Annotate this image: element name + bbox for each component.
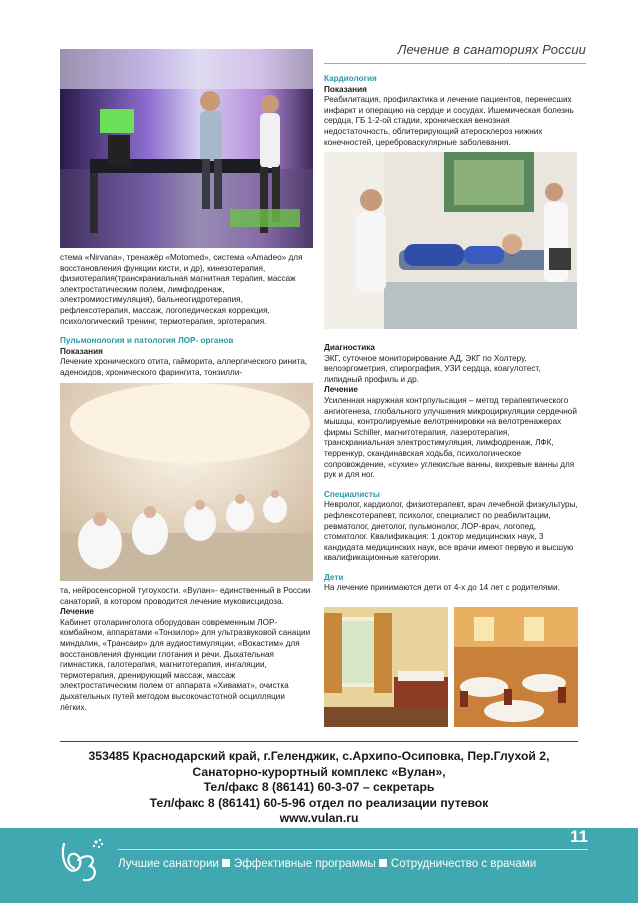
cardio-treatment-text: Усиленная наружная контрпульсация – метод терапевтического ангиогенеза, глобального улучшения микроциркуляции сердечной мышцы, контролируемые велотренировки на велотренажерах фирмы Schiller, магнитотерапия, лазеротерапия, транскраниальная электростимуляция, лимфодренаж, ЛФК, терренкур, скандинавская ходьба, психологическое сопровождение, «сухие» углекислые ванны, вихревые ванны для рук и для ног. xyxy=(324,395,577,480)
vulan-logo-icon xyxy=(50,830,110,890)
left-text-block-2 xyxy=(60,586,314,713)
cardiology-indications-label: Показания xyxy=(324,84,367,94)
footer-item-best-sanatoriums: Лучшие санатории xyxy=(118,857,219,870)
footer-item-doctor-cooperation: Сотрудничество с врачами xyxy=(390,857,537,870)
phone-secretary: Тел/факс 8 (86141) 60-3-07 – секретарь xyxy=(203,780,435,795)
children-title: Дети xyxy=(324,572,344,582)
rehab-methods-text: стема «Nirvana», тренажёр «Motomed», система «Amadeo» для восстановления функции кисти, и др), кинезотерапия, физиотерапия(транскраниальная магнитная терапия, массаж электростатическим полем, лимфодренаж, электромиостимуляция), бальнеогидротерапия, рефлексотерапия, массаж, логопедическая коррекция, психологический тренинг, термотерапия, эрготерапия. xyxy=(60,253,303,326)
photo-rehab-treadmill xyxy=(60,49,313,248)
phone-sales: Тел/факс 8 (86141) 60-5-96 отдел по реализации путевок xyxy=(149,795,489,810)
header-divider xyxy=(324,63,586,64)
pulmonology-title: Пульмонология и патология ЛОР- органов xyxy=(60,336,234,346)
contact-address-block xyxy=(40,749,598,827)
pulmonology-treatment-text: Кабинет отоларинголога оборудован современным ЛОР-комбайном, аппаратами «Тонзилор» для ультразвуковой санации миндалин, «Трансаир» для аудиостимуляции, «Вокастим» для восстановления функции глотания и речи. Дыхательная гимнастика, галотерапия, магнитотерапия, ингаляции, термотерапия, дренирующий массаж, массаж электростатическим полем от аппарата «Хивамат», очистка дыхательных путей методом высокочастотной осцилляции лёгких. xyxy=(60,617,311,712)
children-text: На лечение принимаются дети от 4-х до 14 лет с родителями. xyxy=(324,583,560,593)
photo-hotel-room xyxy=(324,607,448,727)
pulmonology-treatment-label: Лечение xyxy=(60,607,94,617)
cardio-treatment-label: Лечение xyxy=(324,385,358,395)
address-line: 353485 Краснодарский край, г.Геленджик, с.Архипо-Осиповка, Пер.Глухой 2, xyxy=(88,749,550,763)
pulmonology-continued-text: та, нейросенсорной тугоухости. «Вулан»- единственный в России санаторий, в котором проводится лечение муковисцидоза. xyxy=(60,586,311,606)
footer-item-effective-programs: Эффективные программы xyxy=(233,857,376,870)
page-number: 11 xyxy=(570,827,588,846)
pulmonology-indications-text: Лечение хронического отита, гайморита, аллергического ринита, аденоидов, хронического фарингита, тонзилли- xyxy=(60,357,308,377)
specialists-title: Специалисты xyxy=(324,489,380,499)
cardiology-title: Кардиология xyxy=(324,74,377,83)
cardiology-indications-text: Реабилитация, профилактика и лечение пациентов, перенесших инфаркт и операцию на сердце и сосудах. Ишемическая болезнь сердца, ГБ 1-2-ой стадии, хроническая венозная недостаточность, облитерирующий атеросклероз нижних конечностей, цереброваскулярные заболевания. xyxy=(324,95,574,147)
square-bullet-icon xyxy=(222,859,230,867)
photo-salt-cave xyxy=(60,383,313,581)
left-text-block-1 xyxy=(60,253,314,379)
right-text-block-2 xyxy=(324,343,578,594)
specialists-text: Невролог, кардиолог, физиотерапевт, врач лечебной физкультуры, рефлексотерапевт, психолог, специалист по реабилитации, ревматолог, диетолог, пульмонолог, ЛОР-врач, логопед, стоматолог. Квалификация: 1 доктор медицинских наук, 3 кандидата медицинских наук, все врачи имеют первую и высшую квалификационные категории. xyxy=(324,500,578,563)
footer-divider xyxy=(118,849,588,850)
right-text-block-1 xyxy=(324,74,578,148)
photo-cardio-treatment xyxy=(324,152,577,329)
photo-dining-hall xyxy=(454,607,578,727)
square-bullet-icon xyxy=(379,859,387,867)
diagnostics-text: ЭКГ, суточное мониторирование АД, ЭКГ по Холтеру, велоэргометрия, спирография, УЗИ сердца, коагулотест, липидный профиль и др. xyxy=(324,353,541,384)
address-divider xyxy=(60,741,578,742)
pulmonology-indications-label: Показания xyxy=(60,346,103,356)
diagnostics-label: Диагностика xyxy=(324,343,375,352)
page-header-title: Лечение в санаториях России xyxy=(397,42,586,57)
footer-slogan xyxy=(118,857,536,870)
sanatorium-name: Санаторно-курортный комплекс «Вулан», xyxy=(192,764,446,779)
website-link[interactable]: www.vulan.ru xyxy=(279,811,359,826)
